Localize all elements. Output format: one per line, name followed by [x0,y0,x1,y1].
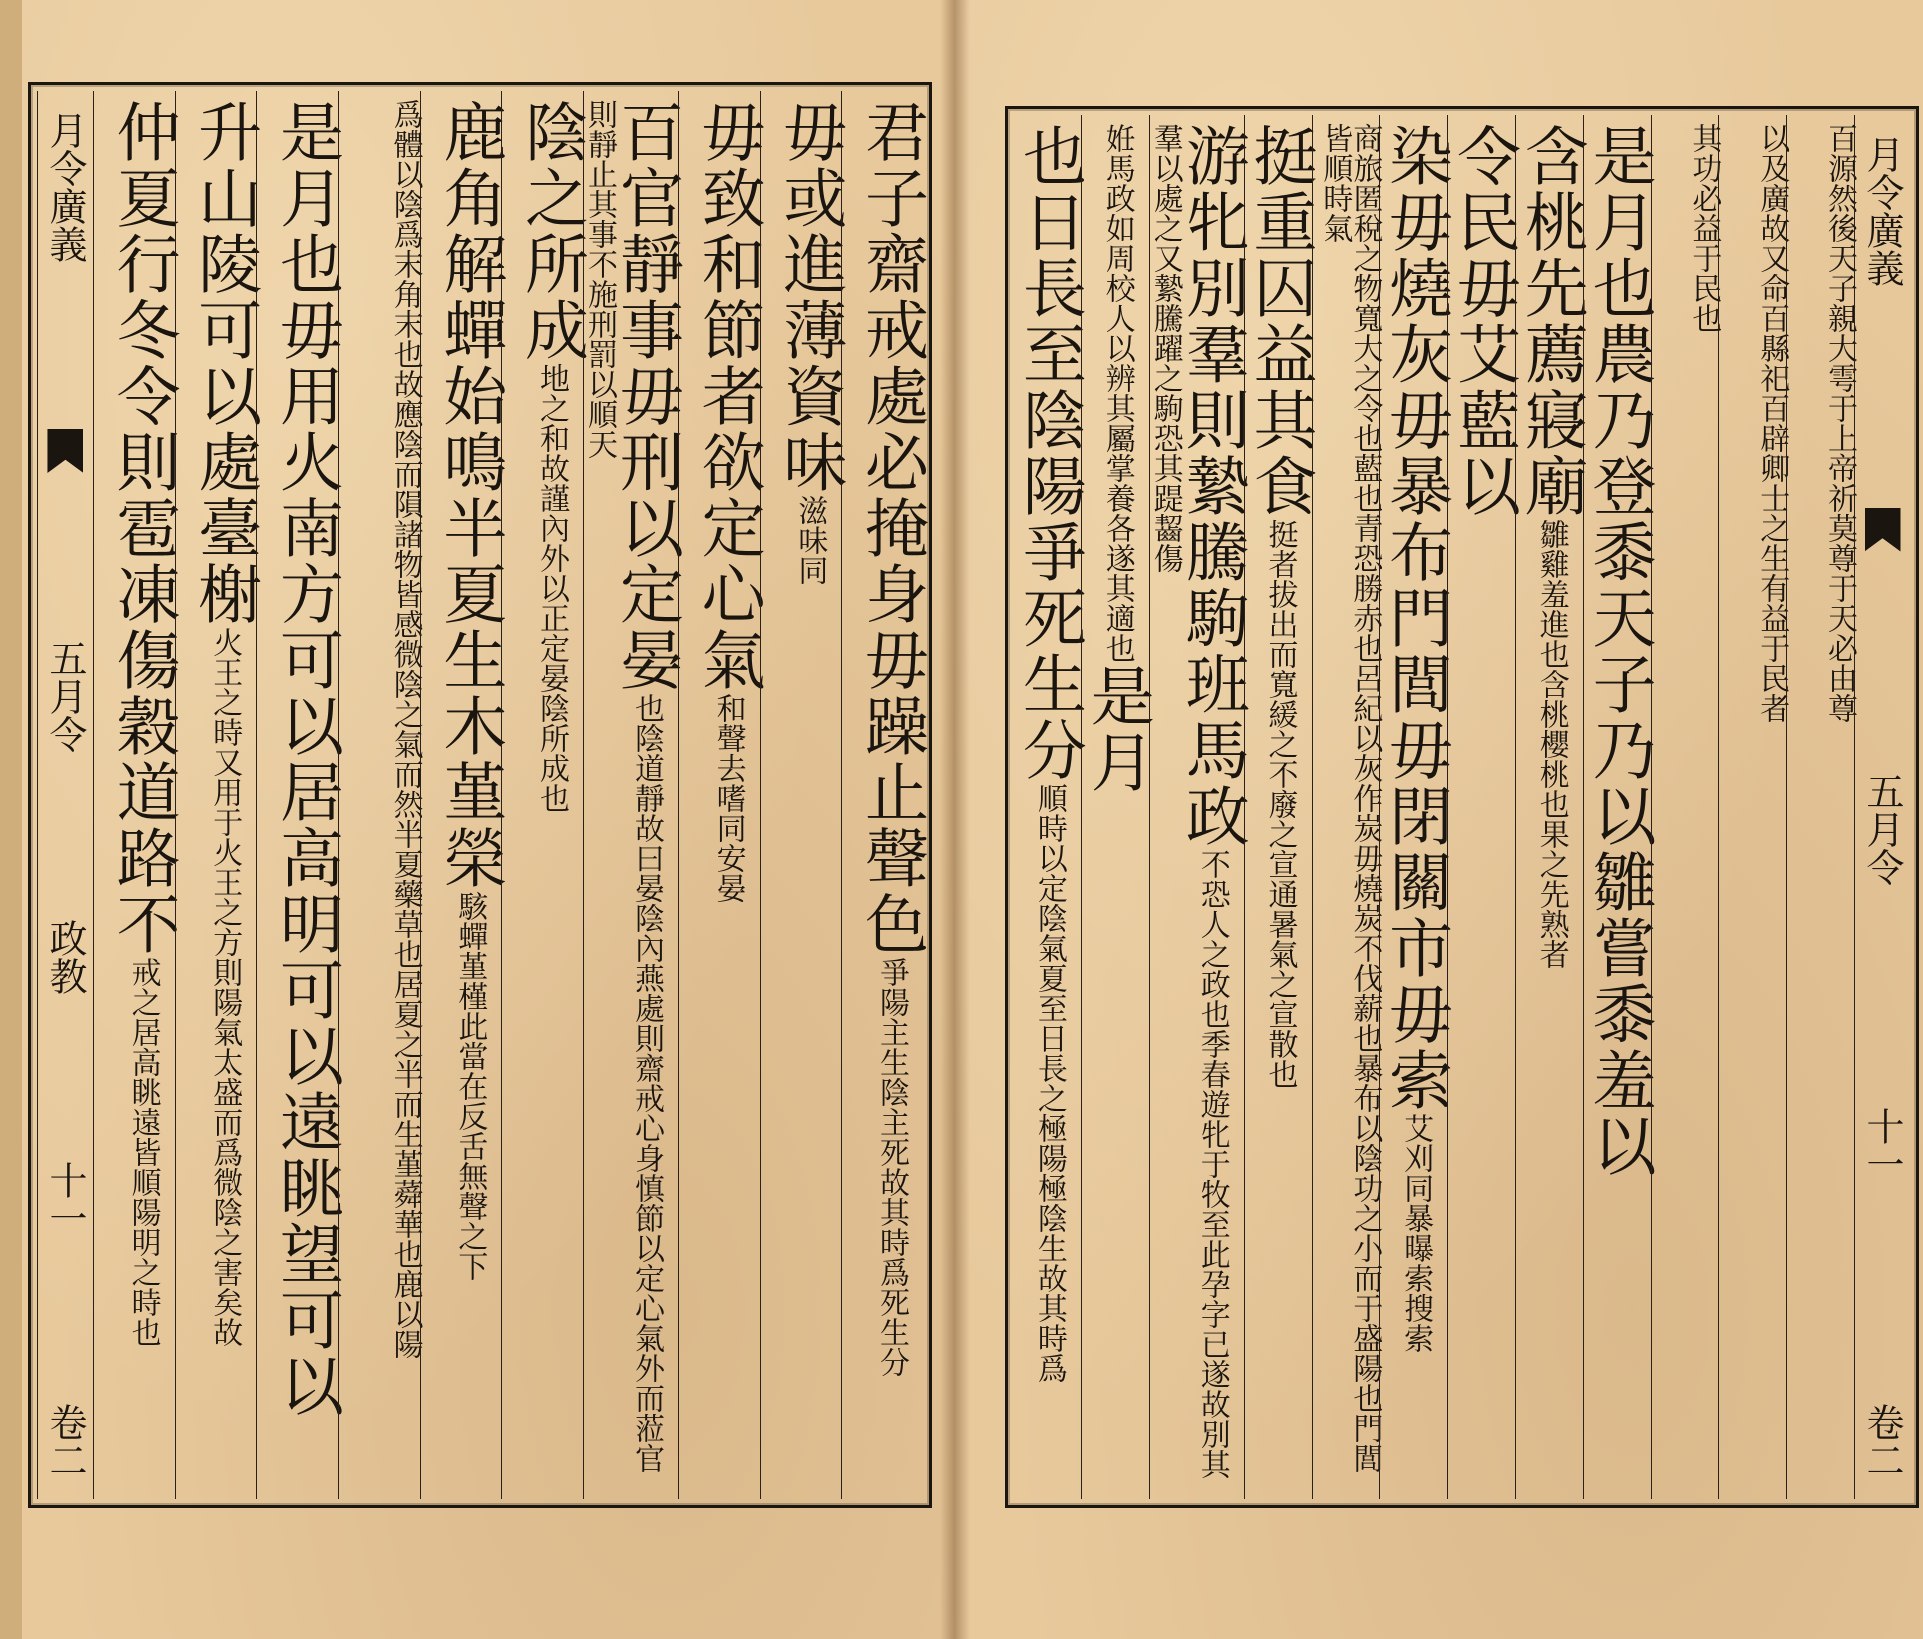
text-column [1581,115,1656,1499]
banxin-folio: 十一 [1860,1106,1904,1183]
text-column [1147,115,1249,1499]
main-text: 染毋燒灰毋暴布門閭毋閉關市毋索 [1378,123,1453,1113]
main-text: 含桃先薦寢廟 [1513,123,1588,519]
right-page [955,0,1923,1639]
annotation-text: 百源然後天子親大雩于上帝祈莫尊于天必由尊 [1822,123,1857,723]
annotation-text: 爲體以陰爲末角末也故應陰而隕諸物皆感微陰之氣而然半夏藥草也居夏之半而生堇蕣華也鹿以陽 [387,99,423,1359]
text-column [1242,115,1317,1499]
main-text: 陰之所成 [513,99,588,363]
banxin-chapter: 五月令 [1860,772,1904,886]
text-column [760,91,847,1499]
text-column [1513,115,1588,1499]
annotation-text: 商旅匿稅之物寬大之令也藍也青恐勝赤也呂紀以灰作炭毋燒炭不伐薪也暴布以陰功之小而于盛陽也門閭皆順時氣 [1317,123,1383,1473]
text-column [1445,115,1520,1499]
main-text: 毋或進薄資味 [772,99,847,495]
annotation-text: 順時以定陰氣夏至日長之極陽極陰生故其時爲 [1031,783,1067,1383]
banxin-title: 月令廣義 [42,111,87,263]
annotation-text: 也陰道靜故曰晏陰內燕處則齋戒心身慎節以定心氣外而蒞官則靜止其事不施刑罰以順天 [581,99,664,1473]
text-column [1378,115,1453,1499]
main-text: 升山陵可以處臺榭 [187,99,262,627]
banxin-juan: 卷二 [1860,1403,1904,1479]
text-column [420,91,507,1499]
left-banxin [37,91,93,1499]
fish-tail-mark-icon [47,429,83,473]
banxin-note: 政教 [42,919,87,995]
main-text: 百官靜事毋刑以定晏 [608,99,683,693]
annotation-text: 火王之時又用于火王之方則陽氣太盛而爲微陰之害矣故 [207,627,243,1347]
page-edge [0,0,22,1639]
text-column [1079,115,1154,1499]
left-text-columns [37,91,928,1499]
left-page-frame [28,82,932,1508]
text-column [175,91,262,1499]
right-banxin [1854,115,1910,1499]
annotation-text: 艾刈同暴曝索搜索 [1398,1113,1434,1353]
annotation-text: 雛雞羞進也含桃櫻桃也果之先熟者 [1533,519,1569,969]
annotation-text: 爭陽主生陰主死故其時爲死生分 [874,957,909,1377]
text-column [501,91,588,1499]
annotation-text: 滋味同 [792,495,828,585]
text-column [1011,115,1086,1499]
main-text: 仲夏行冬令則雹凍傷穀道路不 [105,99,180,957]
main-text: 君子齋戒處必掩身毋躁止聲色 [854,99,928,957]
annotation-text: 姙馬政如周校人以辨其屬掌養各遂其適也 [1099,123,1135,663]
main-text: 游牝別羣則縶騰駒班馬政 [1174,123,1249,849]
banxin-folio: 十一 [42,1161,87,1237]
text-column [1312,115,1383,1499]
text-column [678,91,765,1499]
text-column [256,91,343,1499]
banxin-juan: 卷二 [42,1403,87,1479]
annotation-text: 地之和故謹內外以正定晏陰所成也 [533,363,569,813]
main-text: 毋致和節者欲定心氣 [690,99,765,693]
text-column [1651,115,1722,1499]
annotation-text: 以及廣故又命百縣祀百辟卿士之生有益于民者 [1754,123,1790,723]
main-text: 是月也農乃登黍天子乃以雛嘗黍羞以 [1581,123,1656,1179]
annotation-text: 戒之居高眺遠皆順陽明之時也 [125,957,161,1347]
main-text: 挺重囚益其食 [1242,123,1317,519]
annotation-text: 其功必益于民也 [1686,123,1722,333]
main-text: 也日長至陰陽爭死生分 [1011,123,1086,783]
annotation-text: 駭蟬堇槿此當在反舌無聲之下 [452,891,488,1281]
main-text: 鹿角解蟬始鳴半夏生木堇榮 [432,99,507,891]
text-column [1786,115,1857,1499]
annotation-text: 挺者拔出而寬緩之不廢之宣通暑氣之宣散也 [1262,519,1298,1089]
text-column [581,91,683,1499]
fish-tail-mark-icon [1865,508,1901,552]
main-text: 令民毋艾藍以 [1445,123,1520,519]
annotation-text: 和聲去嗜同安晏 [710,693,746,903]
annotation-text: 不恐人之政也季春遊牝于牧至此孕字已遂故別其羣以處之又縶騰躍之駒恐其踶齧傷 [1147,123,1230,1479]
banxin-title: 月令廣義 [1860,135,1904,287]
left-page [0,0,955,1639]
banxin-chapter: 五月令 [42,639,87,753]
right-text-columns [1011,115,1910,1499]
main-text: 是月 [1079,663,1154,795]
text-column [93,91,180,1499]
text-column [841,91,928,1499]
right-page-frame [1005,106,1919,1508]
book-gutter [940,0,970,1639]
text-column [1718,115,1790,1499]
main-text: 是月也毋用火南方可以居高明可以遠眺望可以 [268,99,343,1419]
text-column [338,91,423,1499]
